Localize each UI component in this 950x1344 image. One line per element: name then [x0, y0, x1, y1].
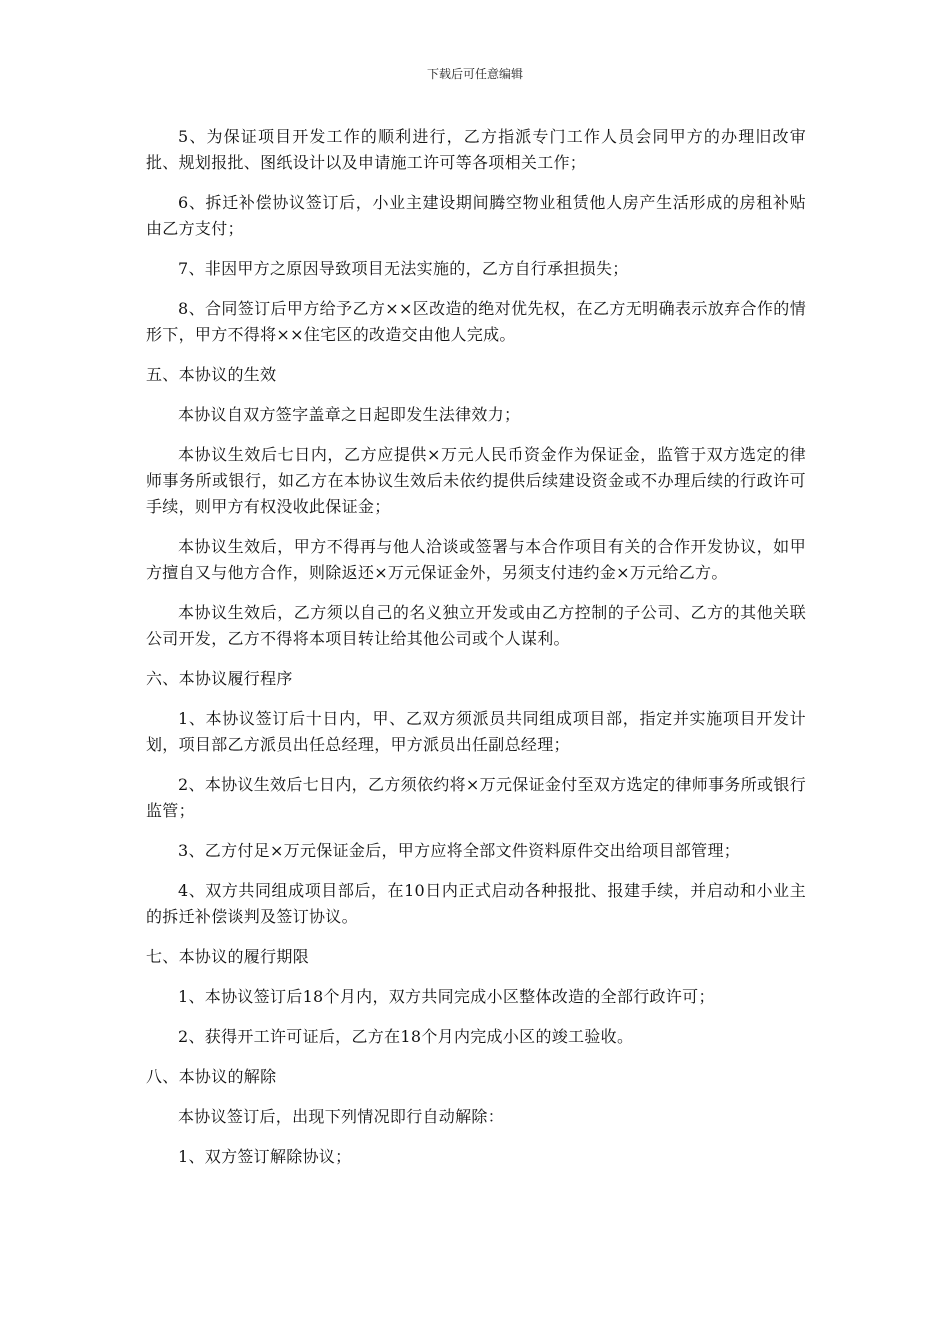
paragraph-procedure-2: 2、本协议生效后七日内，乙方须依约将×万元保证金付至双方选定的律师事务所或银行监管； — [146, 775, 806, 820]
paragraph-effect-1: 本协议自双方签字盖章之日起即发生法律效力； — [178, 405, 521, 424]
paragraph-item-7: 7、非因甲方之原因导致项目无法实施的，乙方自行承担损失； — [178, 259, 629, 278]
paragraph-item-8: 8、合同签订后甲方给予乙方××区改造的绝对优先权，在乙方无明确表示放弃合作的情形下，甲方不得将××住宅区的改造交由他人完成。 — [146, 299, 806, 344]
section-heading-7: 七、本协议的履行期限 — [146, 947, 310, 966]
paragraph-effect-3: 本协议生效后，甲方不得再与他人洽谈或签署与本合作项目有关的合作开发协议，如甲方擅自又与他方合作，则除返还×万元保证金外，另须支付违约金×万元给乙方。 — [146, 537, 806, 582]
paragraph-procedure-3: 3、乙方付足×万元保证金后，甲方应将全部文件资料原件交出给项目部管理； — [178, 841, 741, 860]
paragraph-effect-2: 本协议生效后七日内，乙方应提供×万元人民币资金作为保证金，监管于双方选定的律师事务所或银行，如乙方在本协议生效后未依约提供后续建设资金或不办理后续的行政许可手续，则甲方有权没收此保证金； — [146, 445, 806, 516]
section-heading-8: 八、本协议的解除 — [146, 1067, 277, 1086]
page-header: 下载后可任意编辑 — [426, 67, 523, 81]
document-body — [146, 124, 806, 1184]
paragraph-item-5: 5、为保证项目开发工作的顺利进行，乙方指派专门工作人员会同甲方的办理旧改审批、规划报批、图纸设计以及申请施工许可等各项相关工作； — [146, 127, 806, 172]
paragraph-termination-intro: 本协议签订后，出现下列情况即行自动解除： — [178, 1107, 505, 1126]
section-heading-6: 六、本协议履行程序 — [146, 669, 293, 688]
paragraph-term-2: 2、获得开工许可证后，乙方在18个月内完成小区的竣工验收。 — [178, 1027, 634, 1046]
paragraph-term-1: 1、本协议签订后18个月内，双方共同完成小区整体改造的全部行政许可； — [178, 987, 715, 1006]
paragraph-item-6: 6、拆迁补偿协议签订后，小业主建设期间腾空物业租赁他人房产生活形成的房租补贴由乙方支付； — [146, 193, 806, 238]
paragraph-procedure-1: 1、本协议签订后十日内，甲、乙双方须派员共同组成项目部，指定并实施项目开发计划，项目部乙方派员出任总经理，甲方派员出任副总经理； — [146, 709, 806, 754]
paragraph-termination-1: 1、双方签订解除协议； — [178, 1147, 352, 1166]
section-heading-5: 五、本协议的生效 — [146, 365, 277, 384]
paragraph-effect-4: 本协议生效后，乙方须以自己的名义独立开发或由乙方控制的子公司、乙方的其他关联公司开发，乙方不得将本项目转让给其他公司或个人谋利。 — [146, 603, 806, 648]
paragraph-procedure-4: 4、双方共同组成项目部后，在10日内正式启动各种报批、报建手续，并启动和小业主的拆迁补偿谈判及签订协议。 — [146, 881, 806, 926]
